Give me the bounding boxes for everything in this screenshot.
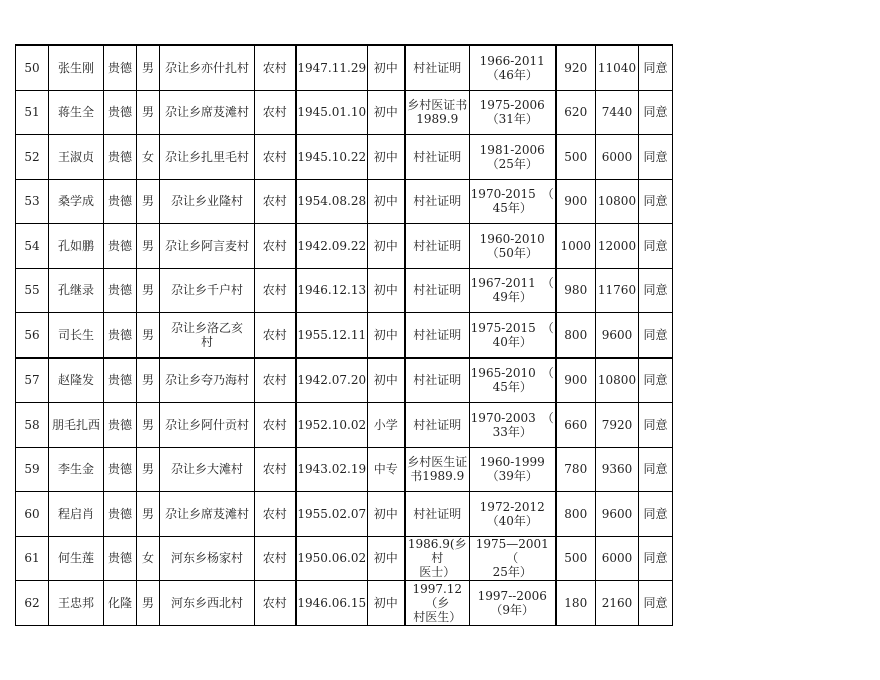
birth-date-cell: 1945.10.22 <box>296 135 368 180</box>
service-period-cell: 1997--2006 （9年） <box>470 581 556 626</box>
name-cell: 朋毛扎西 <box>49 403 104 448</box>
household-type-cell: 农村 <box>255 224 296 269</box>
county-cell: 贵德 <box>104 45 137 90</box>
birth-date-cell: 1946.12.13 <box>296 268 368 313</box>
county-cell: 贵德 <box>104 447 137 492</box>
certificate-cell: 乡村医证书 1989.9 <box>405 90 470 135</box>
table-row <box>16 492 673 537</box>
approval-cell: 同意 <box>639 45 673 90</box>
gender-cell: 男 <box>137 581 160 626</box>
address-cell: 尕让乡席芨滩村 <box>160 492 255 537</box>
name-cell: 程启肖 <box>49 492 104 537</box>
annual-amount-cell: 10800 <box>596 358 639 403</box>
table-row <box>16 45 673 90</box>
approval-cell: 同意 <box>639 581 673 626</box>
county-cell: 贵德 <box>104 224 137 269</box>
household-type-cell: 农村 <box>255 135 296 180</box>
service-period-cell: 1972-2012 （40年） <box>470 492 556 537</box>
certificate-cell: 村社证明 <box>405 313 470 358</box>
monthly-amount-cell: 900 <box>556 179 596 224</box>
address-cell: 尕让乡业隆村 <box>160 179 255 224</box>
monthly-amount-cell: 980 <box>556 268 596 313</box>
certificate-cell: 村社证明 <box>405 45 470 90</box>
address-cell: 尕让乡千户村 <box>160 268 255 313</box>
annual-amount-cell: 10800 <box>596 179 639 224</box>
household-type-cell: 农村 <box>255 536 296 581</box>
gender-cell: 男 <box>137 90 160 135</box>
name-cell: 孔如鹏 <box>49 224 104 269</box>
county-cell: 贵德 <box>104 358 137 403</box>
annual-amount-cell: 2160 <box>596 581 639 626</box>
service-period-cell: 1970-2015 （ 45年） <box>470 179 556 224</box>
county-cell: 化隆 <box>104 581 137 626</box>
service-period-cell: 1970-2003 （ 33年） <box>470 403 556 448</box>
name-cell: 何生莲 <box>49 536 104 581</box>
education-cell: 小学 <box>368 403 405 448</box>
row-number-cell: 52 <box>16 135 49 180</box>
household-type-cell: 农村 <box>255 492 296 537</box>
monthly-amount-cell: 900 <box>556 358 596 403</box>
address-cell: 尕让乡阿言麦村 <box>160 224 255 269</box>
service-period-cell: 1981-2006 （25年） <box>470 135 556 180</box>
household-type-cell: 农村 <box>255 45 296 90</box>
education-cell: 初中 <box>368 268 405 313</box>
row-number-cell: 50 <box>16 45 49 90</box>
table-row <box>16 90 673 135</box>
name-cell: 赵隆发 <box>49 358 104 403</box>
annual-amount-cell: 11040 <box>596 45 639 90</box>
certificate-cell: 村社证明 <box>405 358 470 403</box>
name-cell: 王忠邦 <box>49 581 104 626</box>
address-cell: 尕让乡席芨滩村 <box>160 90 255 135</box>
education-cell: 初中 <box>368 90 405 135</box>
gender-cell: 男 <box>137 179 160 224</box>
table-row <box>16 268 673 313</box>
approval-cell: 同意 <box>639 447 673 492</box>
monthly-amount-cell: 500 <box>556 536 596 581</box>
birth-date-cell: 1945.01.10 <box>296 90 368 135</box>
service-period-cell: 1975—2001 （ 25年） <box>470 536 556 581</box>
service-period-cell: 1965-2010 （ 45年） <box>470 358 556 403</box>
approval-cell: 同意 <box>639 90 673 135</box>
address-cell: 河东乡杨家村 <box>160 536 255 581</box>
monthly-amount-cell: 1000 <box>556 224 596 269</box>
name-cell: 王淑贞 <box>49 135 104 180</box>
birth-date-cell: 1950.06.02 <box>296 536 368 581</box>
gender-cell: 男 <box>137 224 160 269</box>
household-type-cell: 农村 <box>255 403 296 448</box>
monthly-amount-cell: 620 <box>556 90 596 135</box>
table-row <box>16 224 673 269</box>
row-number-cell: 62 <box>16 581 49 626</box>
annual-amount-cell: 9600 <box>596 313 639 358</box>
name-cell: 司长生 <box>49 313 104 358</box>
service-period-cell: 1966-2011 （46年） <box>470 45 556 90</box>
household-type-cell: 农村 <box>255 313 296 358</box>
gender-cell: 男 <box>137 313 160 358</box>
approval-cell: 同意 <box>639 492 673 537</box>
monthly-amount-cell: 800 <box>556 313 596 358</box>
household-type-cell: 农村 <box>255 90 296 135</box>
name-cell: 蒋生全 <box>49 90 104 135</box>
gender-cell: 男 <box>137 358 160 403</box>
address-cell: 尕让乡夸乃海村 <box>160 358 255 403</box>
row-number-cell: 55 <box>16 268 49 313</box>
address-cell: 尕让乡阿什贡村 <box>160 403 255 448</box>
household-type-cell: 农村 <box>255 358 296 403</box>
education-cell: 初中 <box>368 492 405 537</box>
birth-date-cell: 1942.09.22 <box>296 224 368 269</box>
monthly-amount-cell: 500 <box>556 135 596 180</box>
approval-cell: 同意 <box>639 313 673 358</box>
certificate-cell: 村社证明 <box>405 135 470 180</box>
household-type-cell: 农村 <box>255 179 296 224</box>
address-cell: 尕让乡洛乙亥 村 <box>160 313 255 358</box>
name-cell: 张生刚 <box>49 45 104 90</box>
education-cell: 初中 <box>368 135 405 180</box>
table-row <box>16 581 673 626</box>
approval-cell: 同意 <box>639 179 673 224</box>
county-cell: 贵德 <box>104 135 137 180</box>
annual-amount-cell: 7920 <box>596 403 639 448</box>
gender-cell: 男 <box>137 492 160 537</box>
education-cell: 中专 <box>368 447 405 492</box>
monthly-amount-cell: 920 <box>556 45 596 90</box>
approval-cell: 同意 <box>639 403 673 448</box>
household-type-cell: 农村 <box>255 268 296 313</box>
row-number-cell: 51 <box>16 90 49 135</box>
birth-date-cell: 1955.02.07 <box>296 492 368 537</box>
service-period-cell: 1975-2006 （31年） <box>470 90 556 135</box>
county-cell: 贵德 <box>104 536 137 581</box>
row-number-cell: 53 <box>16 179 49 224</box>
birth-date-cell: 1955.12.11 <box>296 313 368 358</box>
certificate-cell: 村社证明 <box>405 492 470 537</box>
county-cell: 贵德 <box>104 90 137 135</box>
monthly-amount-cell: 800 <box>556 492 596 537</box>
household-type-cell: 农村 <box>255 447 296 492</box>
birth-date-cell: 1946.06.15 <box>296 581 368 626</box>
gender-cell: 女 <box>137 536 160 581</box>
approval-cell: 同意 <box>639 536 673 581</box>
county-cell: 贵德 <box>104 313 137 358</box>
table-body <box>16 45 673 625</box>
table-row <box>16 403 673 448</box>
name-cell: 桑学成 <box>49 179 104 224</box>
address-cell: 尕让乡亦什扎村 <box>160 45 255 90</box>
annual-amount-cell: 11760 <box>596 268 639 313</box>
annual-amount-cell: 9360 <box>596 447 639 492</box>
certificate-cell: 村社证明 <box>405 224 470 269</box>
annual-amount-cell: 7440 <box>596 90 639 135</box>
table-row <box>16 313 673 358</box>
service-period-cell: 1975-2015 （ 40年） <box>470 313 556 358</box>
certificate-cell: 村社证明 <box>405 403 470 448</box>
certificate-cell: 乡村医生证 书1989.9 <box>405 447 470 492</box>
name-cell: 李生金 <box>49 447 104 492</box>
approval-cell: 同意 <box>639 224 673 269</box>
table-row <box>16 135 673 180</box>
row-number-cell: 57 <box>16 358 49 403</box>
certificate-cell: 1986.9(乡村 医士） <box>405 536 470 581</box>
certificate-cell: 村社证明 <box>405 179 470 224</box>
service-period-cell: 1960-2010 （50年） <box>470 224 556 269</box>
education-cell: 初中 <box>368 313 405 358</box>
gender-cell: 女 <box>137 135 160 180</box>
education-cell: 初中 <box>368 179 405 224</box>
service-period-cell: 1960-1999 （39年） <box>470 447 556 492</box>
row-number-cell: 61 <box>16 536 49 581</box>
pension-table <box>15 44 673 626</box>
address-cell: 河东乡西北村 <box>160 581 255 626</box>
birth-date-cell: 1942.07.20 <box>296 358 368 403</box>
address-cell: 尕让乡大滩村 <box>160 447 255 492</box>
row-number-cell: 59 <box>16 447 49 492</box>
county-cell: 贵德 <box>104 179 137 224</box>
annual-amount-cell: 12000 <box>596 224 639 269</box>
table-row <box>16 447 673 492</box>
approval-cell: 同意 <box>639 358 673 403</box>
education-cell: 初中 <box>368 224 405 269</box>
row-number-cell: 54 <box>16 224 49 269</box>
table-row <box>16 358 673 403</box>
county-cell: 贵德 <box>104 403 137 448</box>
approval-cell: 同意 <box>639 268 673 313</box>
gender-cell: 男 <box>137 447 160 492</box>
row-number-cell: 56 <box>16 313 49 358</box>
service-period-cell: 1967-2011 （ 49年） <box>470 268 556 313</box>
row-number-cell: 60 <box>16 492 49 537</box>
birth-date-cell: 1947.11.29 <box>296 45 368 90</box>
monthly-amount-cell: 180 <box>556 581 596 626</box>
approval-cell: 同意 <box>639 135 673 180</box>
birth-date-cell: 1954.08.28 <box>296 179 368 224</box>
education-cell: 初中 <box>368 581 405 626</box>
table-row <box>16 179 673 224</box>
address-cell: 尕让乡扎里毛村 <box>160 135 255 180</box>
birth-date-cell: 1952.10.02 <box>296 403 368 448</box>
annual-amount-cell: 6000 <box>596 135 639 180</box>
annual-amount-cell: 6000 <box>596 536 639 581</box>
annual-amount-cell: 9600 <box>596 492 639 537</box>
birth-date-cell: 1943.02.19 <box>296 447 368 492</box>
name-cell: 孔继录 <box>49 268 104 313</box>
certificate-cell: 1997.12（乡 村医生） <box>405 581 470 626</box>
gender-cell: 男 <box>137 45 160 90</box>
monthly-amount-cell: 780 <box>556 447 596 492</box>
education-cell: 初中 <box>368 536 405 581</box>
gender-cell: 男 <box>137 268 160 313</box>
monthly-amount-cell: 660 <box>556 403 596 448</box>
county-cell: 贵德 <box>104 268 137 313</box>
certificate-cell: 村社证明 <box>405 268 470 313</box>
county-cell: 贵德 <box>104 492 137 537</box>
gender-cell: 男 <box>137 403 160 448</box>
row-number-cell: 58 <box>16 403 49 448</box>
education-cell: 初中 <box>368 358 405 403</box>
table-row <box>16 536 673 581</box>
household-type-cell: 农村 <box>255 581 296 626</box>
education-cell: 初中 <box>368 45 405 90</box>
